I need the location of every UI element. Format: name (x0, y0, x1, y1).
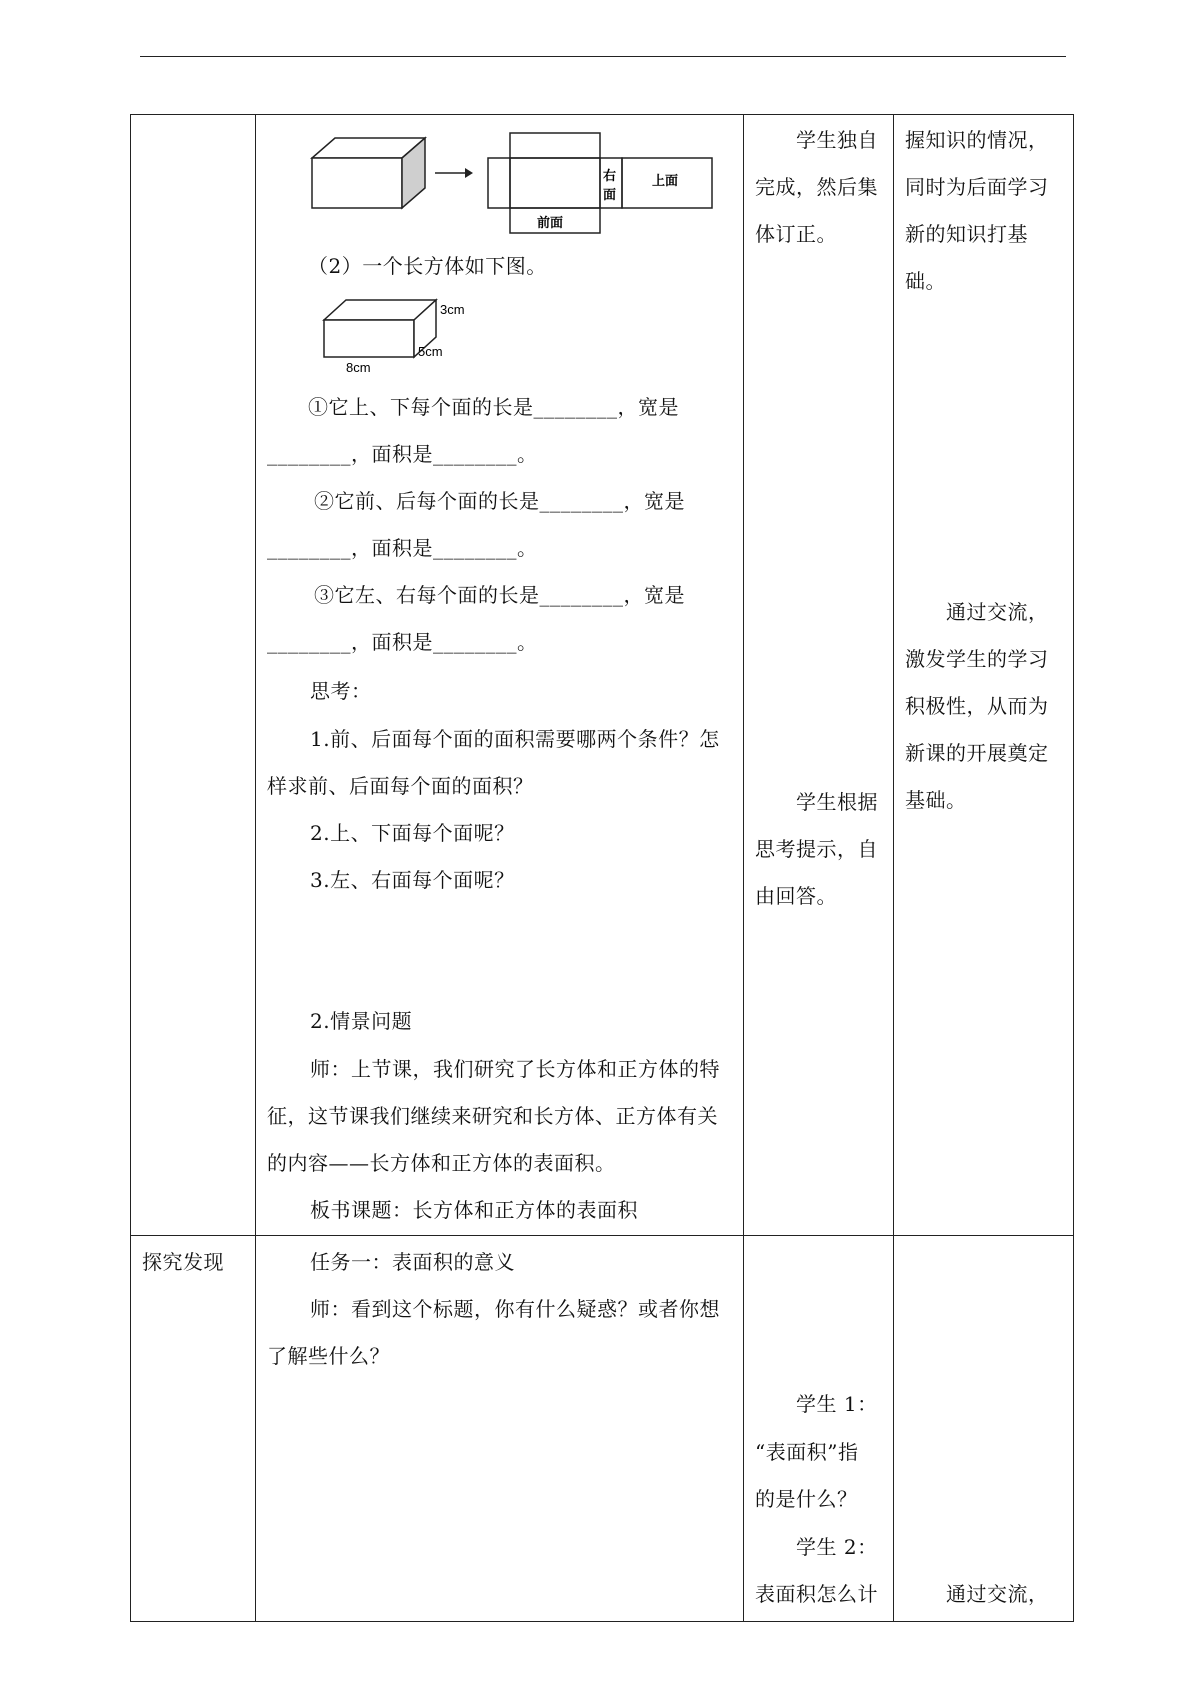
col-divider-2 (743, 115, 744, 1621)
row2-teacher-a: 师：看到这个标题，你有什么疑惑？或者你想 (310, 1297, 720, 1321)
think-item-1-b: 样求前、后面每个面的面积？ (267, 774, 534, 798)
scene-title: 2.情景问题 (310, 1009, 413, 1033)
cuboid-dimension-figure (318, 292, 478, 376)
purpose-1-line-1: 握知识的情况， (905, 128, 1049, 152)
purpose-1-line-8: 新课的开展奠定 (905, 741, 1049, 765)
student-1-line-3: 体订正。 (755, 222, 837, 246)
row2-student-line-2: “表面积”指 (755, 1440, 859, 1464)
purpose-1-line-2: 同时为后面学习 (905, 175, 1049, 199)
width-label: 5cm (418, 344, 443, 359)
student-1-line-1: 学生独自 (796, 128, 878, 152)
net-right-label-1: 右 (603, 168, 617, 183)
header-rule (140, 56, 1066, 57)
row2-student-line-4: 学生 2： (796, 1535, 878, 1559)
net-top-label: 上面 (652, 173, 679, 188)
think-item-2: 2.上、下面每个面呢？ (310, 821, 515, 845)
question-2-line-a: ②它前、后每个面的长是________，宽是 (314, 489, 685, 513)
question-2-line-b: ________，面积是________。 (267, 536, 538, 560)
net-right-label-2: 面 (603, 187, 617, 202)
think-item-1-a: 1.前、后面每个面的面积需要哪两个条件？怎 (310, 727, 720, 751)
task-title: 任务一：表面积的意义 (310, 1250, 515, 1274)
student-1-line-6: 由回答。 (755, 884, 837, 908)
purpose-1-line-7: 积极性，从而为 (905, 694, 1049, 718)
height-label: 3cm (440, 302, 465, 317)
scene-teacher-b: 征，这节课我们继续来研究和长方体、正方体有关 (267, 1104, 718, 1128)
net-front-label: 前面 (537, 215, 564, 230)
lesson-table (130, 114, 1074, 1622)
row2-student-line-5: 表面积怎么计 (755, 1582, 878, 1606)
question-1-line-b: ________，面积是________。 (267, 442, 538, 466)
question-3-line-b: ________，面积是________。 (267, 630, 538, 654)
purpose-1-line-6: 激发学生的学习 (905, 647, 1049, 671)
think-item-3: 3.左、右面每个面呢？ (310, 868, 515, 892)
purpose-1-line-4: 础。 (905, 269, 946, 293)
cuboid-net-figure (305, 128, 725, 238)
col-divider-3 (893, 115, 894, 1621)
question-1-line-a (308, 395, 730, 419)
scene-teacher-c: 的内容——长方体和正方体的表面积。 (267, 1151, 616, 1175)
stage-label: 探究发现 (142, 1250, 224, 1274)
purpose-1-line-3: 新的知识打基 (905, 222, 1028, 246)
col-divider-1 (255, 115, 256, 1621)
scene-teacher-a: 师：上节课，我们研究了长方体和正方体的特 (310, 1057, 720, 1081)
student-1-line-4: 学生根据 (796, 790, 878, 814)
question-1-text-a: ①它上、下每个面的长是________，宽是 (308, 395, 679, 419)
question-3-line-a: ③它左、右每个面的长是________，宽是 (314, 583, 685, 607)
question-2-intro: （2）一个长方体如下图。 (308, 254, 547, 278)
row-divider (131, 1235, 1073, 1236)
purpose-1-line-5: 通过交流， (946, 600, 1049, 624)
row2-purpose: 通过交流， (946, 1582, 1049, 1606)
think-title: 思考： (310, 679, 372, 703)
purpose-1-line-9: 基础。 (905, 788, 967, 812)
student-1-line-5: 思考提示，自 (755, 837, 878, 861)
row2-teacher-b: 了解些什么？ (267, 1344, 390, 1368)
student-1-line-2: 完成，然后集 (755, 175, 878, 199)
scene-board: 板书课题：长方体和正方体的表面积 (310, 1198, 638, 1222)
row2-student-line-1: 学生 1： (796, 1392, 878, 1416)
length-label: 8cm (346, 360, 371, 375)
row2-student-line-3: 的是什么？ (755, 1487, 858, 1511)
